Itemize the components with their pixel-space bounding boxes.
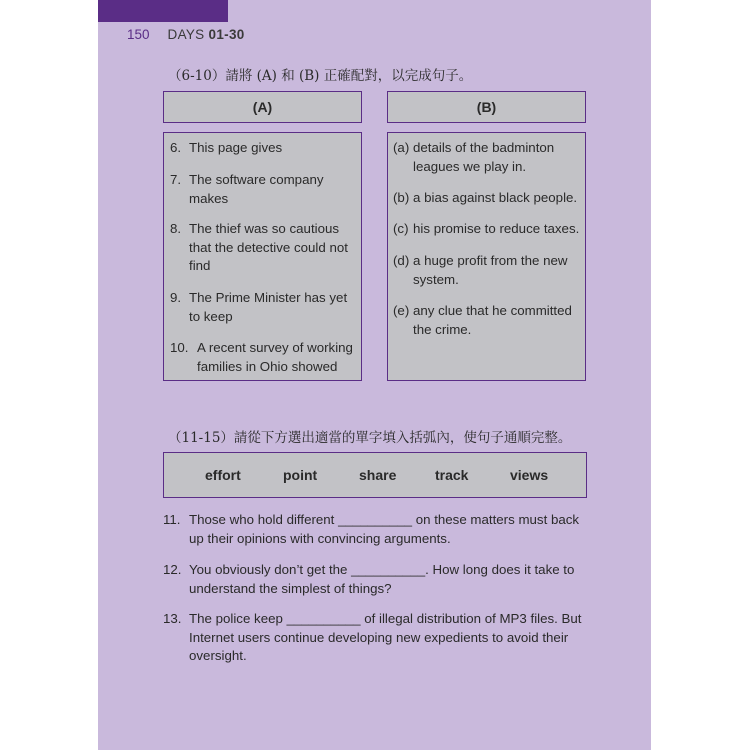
list-item: (c) his promise to reduce taxes. — [393, 221, 580, 236]
list-item: 7. The software company makes — [170, 172, 324, 206]
column-a-title: (A) — [252, 99, 273, 115]
section1-instruction: （6-10）請將 (A) 和 (B) 正確配對，以完成句子。 — [168, 68, 473, 84]
question-item: 13. The police keep __________ of illegal distribution of MP3 files. But Internet users continue developing new expedients to avoid their oversight. — [163, 611, 582, 663]
list-item: 8. The thief was so cautious that the detective could not find — [170, 221, 348, 273]
column-b-title: (B) — [476, 99, 497, 115]
list-item: 10. A recent survey of working families in Ohio showed — [170, 340, 353, 374]
list-item: (e) any clue that he committed the crime. — [393, 303, 572, 337]
column-a-header — [163, 91, 362, 123]
column-a-box — [163, 132, 362, 381]
word-bank-item: point — [283, 467, 318, 483]
word-bank-item: share — [359, 467, 397, 483]
header-tab — [98, 0, 228, 22]
word-bank-item: effort — [205, 467, 241, 483]
section2-instruction: （11-15）請從下方選出適當的單字填入括弧內，使句子通順完整。 — [168, 430, 572, 446]
list-item: 9. The Prime Minister has yet to keep — [170, 290, 348, 324]
column-b-box — [387, 132, 586, 381]
page-header — [127, 27, 245, 42]
list-item: 6. This page gives — [170, 140, 283, 155]
column-b-header — [387, 91, 586, 123]
page-number: 150 — [127, 27, 150, 42]
list-item: (a) details of the badminton leagues we play in. — [393, 140, 555, 174]
list-item: (b) a bias against black people. — [393, 190, 578, 205]
word-bank-item: track — [435, 467, 469, 483]
book-page — [98, 0, 651, 750]
days-range: 01-30 — [208, 27, 245, 42]
days-label: DAYS 01-30 — [167, 27, 245, 42]
question-item: 12. You obviously don’t get the __________. How long does it take to understand the simplest of things? — [163, 562, 575, 596]
list-item: (d) a huge profit from the new system. — [393, 253, 568, 287]
question-item: 11. Those who hold different __________ on these matters must back up their opinions with convincing arguments. — [163, 512, 580, 546]
word-bank — [163, 452, 587, 498]
word-bank-item: views — [510, 467, 549, 483]
